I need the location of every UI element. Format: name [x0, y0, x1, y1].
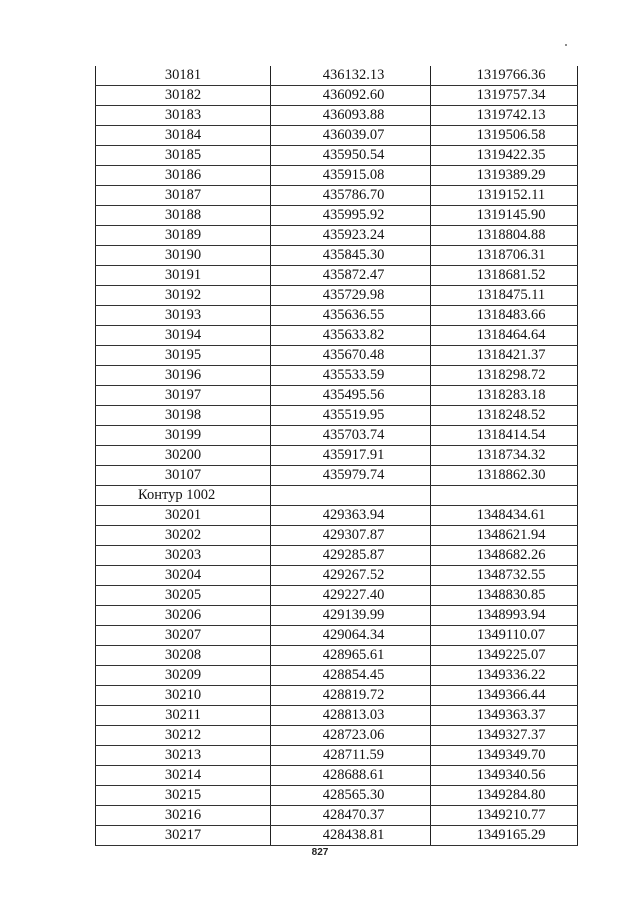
x-coordinate-cell: 428813.03: [271, 706, 431, 726]
point-id-cell: 30195: [96, 346, 271, 366]
point-id-cell: 30193: [96, 306, 271, 326]
y-coordinate-cell: 1348993.94: [431, 606, 578, 626]
point-id-cell: 30206: [96, 606, 271, 626]
y-coordinate-cell: 1349210.77: [431, 806, 578, 826]
scan-speck: [565, 44, 567, 46]
table-row: [96, 106, 578, 126]
table-row: [96, 646, 578, 666]
point-id-cell: 30197: [96, 386, 271, 406]
table-row: [96, 166, 578, 186]
x-coordinate-cell: 436092.60: [271, 86, 431, 106]
point-id-cell: 30213: [96, 746, 271, 766]
table-row: [96, 286, 578, 306]
x-coordinate-cell: 435495.56: [271, 386, 431, 406]
empty-cell: [271, 486, 431, 506]
y-coordinate-cell: 1319145.90: [431, 206, 578, 226]
y-coordinate-cell: 1349340.56: [431, 766, 578, 786]
y-coordinate-cell: 1318464.64: [431, 326, 578, 346]
x-coordinate-cell: 435729.98: [271, 286, 431, 306]
x-coordinate-cell: 429064.34: [271, 626, 431, 646]
point-id-cell: 30210: [96, 686, 271, 706]
point-id-cell: 30188: [96, 206, 271, 226]
table-row: [96, 226, 578, 246]
point-id-cell: 30209: [96, 666, 271, 686]
point-id-cell: 30191: [96, 266, 271, 286]
y-coordinate-cell: 1349336.22: [431, 666, 578, 686]
table-row: [96, 206, 578, 226]
x-coordinate-cell: 435917.91: [271, 446, 431, 466]
x-coordinate-cell: 429363.94: [271, 506, 431, 526]
y-coordinate-cell: 1318475.11: [431, 286, 578, 306]
y-coordinate-cell: 1348682.26: [431, 546, 578, 566]
table-row: [96, 186, 578, 206]
x-coordinate-cell: 435950.54: [271, 146, 431, 166]
y-coordinate-cell: 1349165.29: [431, 826, 578, 846]
table-row: [96, 306, 578, 326]
y-coordinate-cell: 1318414.54: [431, 426, 578, 446]
point-id-cell: 30202: [96, 526, 271, 546]
x-coordinate-cell: 435915.08: [271, 166, 431, 186]
x-coordinate-cell: 435845.30: [271, 246, 431, 266]
x-coordinate-cell: 429139.99: [271, 606, 431, 626]
empty-cell: [431, 486, 578, 506]
x-coordinate-cell: 435872.47: [271, 266, 431, 286]
table-row: [96, 786, 578, 806]
y-coordinate-cell: 1318862.30: [431, 466, 578, 486]
page-number: 827: [311, 847, 329, 858]
point-id-cell: 30208: [96, 646, 271, 666]
y-coordinate-cell: 1349110.07: [431, 626, 578, 646]
point-id-cell: 30217: [96, 826, 271, 846]
point-id-cell: 30204: [96, 566, 271, 586]
y-coordinate-cell: 1318483.66: [431, 306, 578, 326]
point-id-cell: 30185: [96, 146, 271, 166]
y-coordinate-cell: 1349349.70: [431, 746, 578, 766]
table-row: [96, 86, 578, 106]
table-row: [96, 246, 578, 266]
point-id-cell: 30207: [96, 626, 271, 646]
y-coordinate-cell: 1349363.37: [431, 706, 578, 726]
x-coordinate-cell: 428438.81: [271, 826, 431, 846]
table-row: [96, 426, 578, 446]
table-row: [96, 686, 578, 706]
y-coordinate-cell: 1348621.94: [431, 526, 578, 546]
point-id-cell: 30190: [96, 246, 271, 266]
point-id-cell: 30192: [96, 286, 271, 306]
table-row: [96, 826, 578, 846]
x-coordinate-cell: 436093.88: [271, 106, 431, 126]
y-coordinate-cell: 1318681.52: [431, 266, 578, 286]
table-row: [96, 706, 578, 726]
table-row: [96, 766, 578, 786]
x-coordinate-cell: 435670.48: [271, 346, 431, 366]
contour-label: Контур 1002: [96, 486, 271, 506]
point-id-cell: 30211: [96, 706, 271, 726]
y-coordinate-cell: 1319389.29: [431, 166, 578, 186]
point-id-cell: 30212: [96, 726, 271, 746]
x-coordinate-cell: 429267.52: [271, 566, 431, 586]
x-coordinate-cell: 435633.82: [271, 326, 431, 346]
table-row: [96, 66, 578, 86]
point-id-cell: 30203: [96, 546, 271, 566]
table-row: [96, 806, 578, 826]
point-id-cell: 30199: [96, 426, 271, 446]
y-coordinate-cell: 1349327.37: [431, 726, 578, 746]
point-id-cell: 30194: [96, 326, 271, 346]
y-coordinate-cell: 1318283.18: [431, 386, 578, 406]
point-id-cell: 30198: [96, 406, 271, 426]
x-coordinate-cell: 435995.92: [271, 206, 431, 226]
x-coordinate-cell: 428688.61: [271, 766, 431, 786]
point-id-cell: 30182: [96, 86, 271, 106]
table-row: [96, 506, 578, 526]
y-coordinate-cell: 1349284.80: [431, 786, 578, 806]
x-coordinate-cell: 435636.55: [271, 306, 431, 326]
point-id-cell: 30214: [96, 766, 271, 786]
x-coordinate-cell: 435979.74: [271, 466, 431, 486]
x-coordinate-cell: 435923.24: [271, 226, 431, 246]
x-coordinate-cell: 428565.30: [271, 786, 431, 806]
table-row: [96, 546, 578, 566]
point-id-cell: 30201: [96, 506, 271, 526]
y-coordinate-cell: 1318248.52: [431, 406, 578, 426]
table-row: [96, 406, 578, 426]
x-coordinate-cell: 428711.59: [271, 746, 431, 766]
point-id-cell: 30181: [96, 66, 271, 86]
table-row: [96, 266, 578, 286]
x-coordinate-cell: 436039.07: [271, 126, 431, 146]
y-coordinate-cell: 1319757.34: [431, 86, 578, 106]
x-coordinate-cell: 428819.72: [271, 686, 431, 706]
y-coordinate-cell: 1349366.44: [431, 686, 578, 706]
table-row: [96, 146, 578, 166]
y-coordinate-cell: 1319742.13: [431, 106, 578, 126]
table-row: [96, 666, 578, 686]
coordinates-table-body: [96, 66, 578, 846]
table-row: [96, 466, 578, 486]
y-coordinate-cell: 1319506.58: [431, 126, 578, 146]
x-coordinate-cell: 435533.59: [271, 366, 431, 386]
y-coordinate-cell: 1348434.61: [431, 506, 578, 526]
point-id-cell: 30187: [96, 186, 271, 206]
y-coordinate-cell: 1319152.11: [431, 186, 578, 206]
y-coordinate-cell: 1348732.55: [431, 566, 578, 586]
coordinates-table: [95, 66, 578, 846]
table-row: [96, 126, 578, 146]
x-coordinate-cell: 429227.40: [271, 586, 431, 606]
table-row: [96, 626, 578, 646]
y-coordinate-cell: 1318298.72: [431, 366, 578, 386]
point-id-cell: 30215: [96, 786, 271, 806]
y-coordinate-cell: 1319422.35: [431, 146, 578, 166]
point-id-cell: 30186: [96, 166, 271, 186]
table-row: [96, 346, 578, 366]
x-coordinate-cell: 435703.74: [271, 426, 431, 446]
contour-header-row: [96, 486, 578, 506]
point-id-cell: 30107: [96, 466, 271, 486]
y-coordinate-cell: 1348830.85: [431, 586, 578, 606]
x-coordinate-cell: 429307.87: [271, 526, 431, 546]
x-coordinate-cell: 428470.37: [271, 806, 431, 826]
table-row: [96, 746, 578, 766]
x-coordinate-cell: 435519.95: [271, 406, 431, 426]
x-coordinate-cell: 428854.45: [271, 666, 431, 686]
x-coordinate-cell: 428723.06: [271, 726, 431, 746]
y-coordinate-cell: 1318734.32: [431, 446, 578, 466]
table-row: [96, 726, 578, 746]
point-id-cell: 30184: [96, 126, 271, 146]
table-row: [96, 326, 578, 346]
y-coordinate-cell: 1318804.88: [431, 226, 578, 246]
table-row: [96, 526, 578, 546]
y-coordinate-cell: 1318421.37: [431, 346, 578, 366]
table-row: [96, 386, 578, 406]
table-row: [96, 566, 578, 586]
y-coordinate-cell: 1349225.07: [431, 646, 578, 666]
y-coordinate-cell: 1319766.36: [431, 66, 578, 86]
table-row: [96, 586, 578, 606]
table-row: [96, 606, 578, 626]
point-id-cell: 30205: [96, 586, 271, 606]
y-coordinate-cell: 1318706.31: [431, 246, 578, 266]
x-coordinate-cell: 429285.87: [271, 546, 431, 566]
point-id-cell: 30183: [96, 106, 271, 126]
x-coordinate-cell: 436132.13: [271, 66, 431, 86]
point-id-cell: 30216: [96, 806, 271, 826]
point-id-cell: 30196: [96, 366, 271, 386]
table-row: [96, 366, 578, 386]
x-coordinate-cell: 428965.61: [271, 646, 431, 666]
point-id-cell: 30200: [96, 446, 271, 466]
point-id-cell: 30189: [96, 226, 271, 246]
x-coordinate-cell: 435786.70: [271, 186, 431, 206]
table-row: [96, 446, 578, 466]
